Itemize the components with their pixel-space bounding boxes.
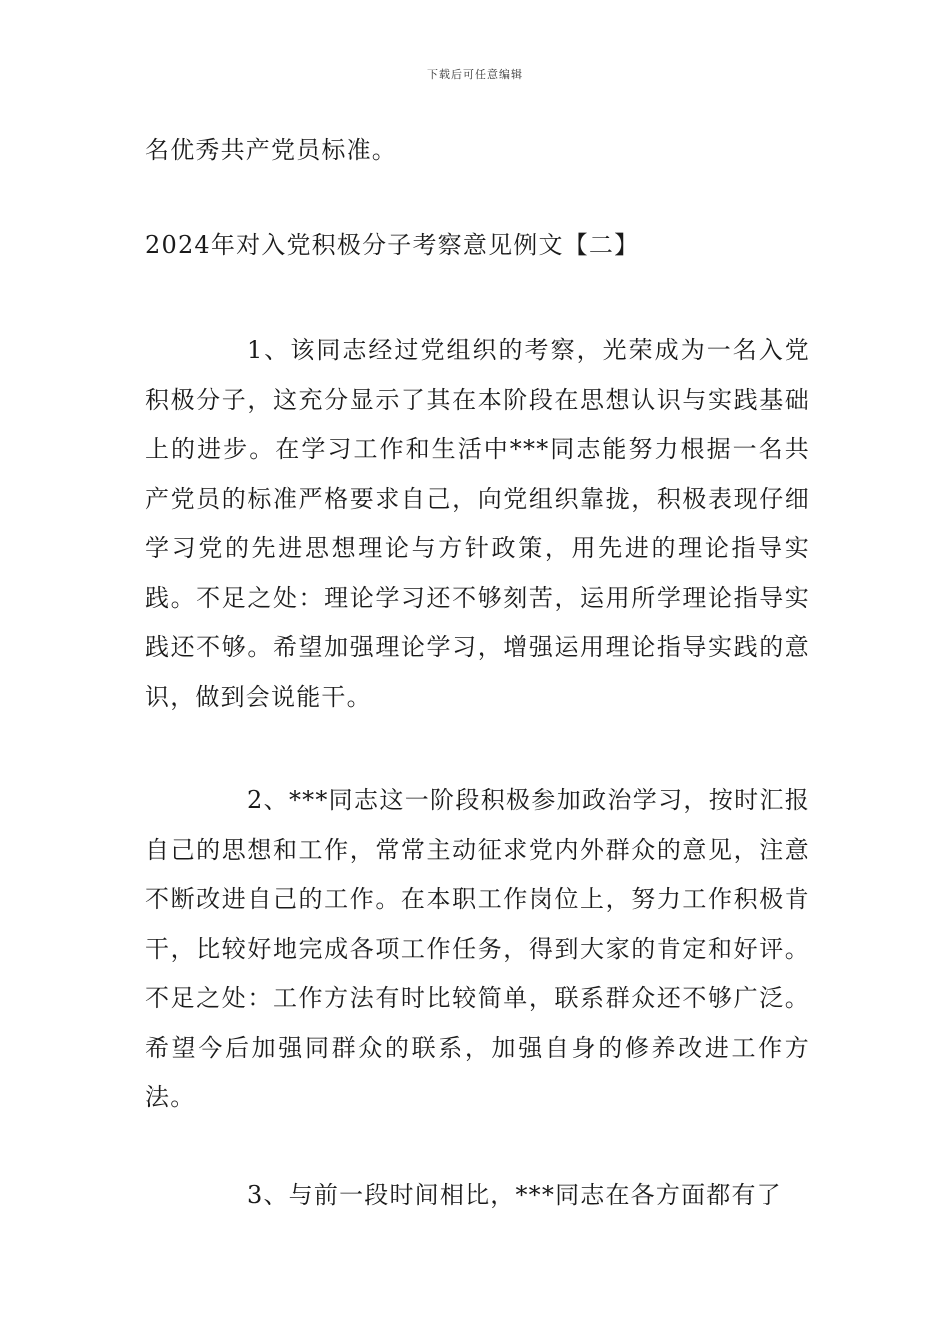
- paragraph-1: 1、该同志经过党组织的考察，光荣成为一名入党积极分子，这充分显示了其在本阶段在思想认识与实践基础上的进步。在学习工作和生活中***同志能努力根据一名共产党员的标准严格要求自己，向党组织靠拢，积极表现仔细学习党的先进思想理论与方针政策，用先进的理论指导实践。不足之处：理论学习还不够刻苦，运用所学理论指导实践还不够。希望加强理论学习，增强运用理论指导实践的意识，做到会说能干。: [145, 336, 810, 711]
- paragraph-3: 3、与前一段时间相比，***同志在各方面都有了: [247, 1181, 782, 1209]
- section-title: 2024年对入党积极分子考察意见例文【二】: [145, 231, 640, 259]
- paragraph-2: 2、***同志这一阶段积极参加政治学习，按时汇报自己的思想和工作，常常主动征求党内外群众的意见，注意不断改进自己的工作。在本职工作岗位上，努力工作积极肯干，比较好地完成各项工作任务，得到大家的肯定和好评。不足之处：工作方法有时比较简单，联系群众还不够广泛。希望今后加强同群众的联系，加强自身的修养改进工作方法。: [145, 786, 810, 1111]
- header-note: 下载后可任意编辑: [427, 68, 523, 81]
- continued-line: 名优秀共产党员标准。: [145, 136, 397, 164]
